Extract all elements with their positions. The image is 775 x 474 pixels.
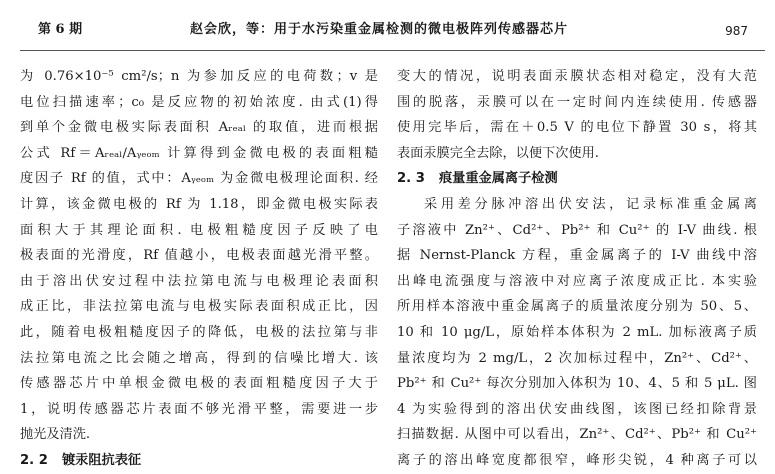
- text-line: 据 Nernst-Planck 方程，重金属离子的 I-V 曲线中溶: [397, 248, 757, 264]
- text-line: 变大的情况，说明表面汞膜状态相对稳定，没有大范: [397, 69, 757, 84]
- issue-number: 第 6 期: [38, 22, 83, 37]
- text-line: 表面汞膜完全去除，以便下次使用.: [397, 145, 600, 161]
- text-line: 所用样本溶液中重金属离子的质量浓度分别为 50、5、: [397, 299, 757, 315]
- section-heading-2-2: [20, 448, 378, 474]
- text-line: 到单个金微电极实际表面积 Aᵣₑₐₗ 的取值，进而根据: [20, 120, 378, 136]
- text-line: 离子的溶出峰宽度都很窄，峰形尖锐，4 种离子可以: [397, 452, 757, 468]
- text-line: 10 和 10 μg/L，原始样本体积为 2 mL. 加标液离子质: [397, 324, 757, 340]
- text-line: 此，随着电极粗糙度因子的降低，电极的法拉第与非: [20, 324, 378, 340]
- text-line: 法拉第电流之比会随之增高，得到的信噪比增大. 该: [20, 350, 378, 366]
- section-number: 2. 3: [397, 171, 425, 187]
- text-line: 成正比，非法拉第电流与电极实际表面积成正比，因: [20, 299, 378, 315]
- text-line: 子溶液中 Zn²⁺、Cd²⁺、Pb²⁺ 和 Cu²⁺ 的 I-V 曲线. 根: [397, 222, 757, 238]
- text-line: 公式 Rf＝Aᵣₑₐₗ/Aᵧₑₒₘ 计算得到金微电极的表面粗糙: [20, 145, 378, 161]
- text-line: 采用差分脉冲溶出伏安法，记录标准重金属离: [424, 196, 757, 212]
- text-line: 极表面的光滑度，Rf 值越小，电极表面越光滑平整。: [20, 248, 378, 264]
- page-number: 987: [725, 24, 748, 38]
- text-line: 为 0.76×10⁻⁵ cm²/s；n 为参加反应的电荷数；v 是: [20, 69, 378, 84]
- text-line: 电位扫描速率；c₀ 是反应物的初始浓度. 由式(1)得: [20, 94, 378, 110]
- text-line: 计算，该金微电极的 Rf 为 1.18，即金微电极实际表: [20, 196, 378, 212]
- left-column: [20, 64, 378, 474]
- text-line: 量浓度均为 2 mg/L，2 次加标过程中，Zn²⁺、Cd²⁺、: [397, 350, 757, 366]
- text-line: 出峰电流强度与溶液中对应离子浓度成正比. 本实验: [397, 273, 757, 289]
- running-title: 赵会欣，等：用于水污染重金属检测的微电极阵列传感器芯片: [190, 22, 569, 37]
- text-line: 面积大于其理论面积. 电极粗糙度因子反映了电: [20, 222, 378, 238]
- text-line: 由于溶出伏安过程中法拉第电流与电极理论表面积: [20, 273, 378, 289]
- section-heading-2-3: [397, 166, 757, 192]
- text-line: 抛光及清洗.: [20, 427, 91, 443]
- section-title: 镀汞阻抗表征: [61, 452, 142, 468]
- text-line: 围的脱落，汞膜可以在一定时间内连续使用. 传感器: [397, 94, 757, 110]
- page-header: [20, 0, 760, 48]
- text-line: 1，说明传感器芯片表面不够光滑平整，需要进一步: [20, 401, 378, 417]
- text-line: 4 为实验得到的溶出伏安曲线图，该图已经扣除背景: [397, 401, 757, 417]
- right-column: [397, 64, 757, 474]
- text-line: 传感器芯片中单根金微电极的表面粗糙度因子大于: [20, 376, 378, 392]
- text-line: Pb²⁺ 和 Cu²⁺ 每次分别加入体积为 10、4、5 和 5 μL. 图: [397, 376, 757, 392]
- header-rule: [20, 50, 765, 51]
- section-number: 2. 2: [20, 452, 48, 468]
- text-line: 度因子 Rf 的值，式中：Aᵧₑₒₘ 为金微电极理论面积. 经: [20, 171, 378, 187]
- text-line: 扫描数据. 从图中可以看出，Zn²⁺、Cd²⁺、Pb²⁺ 和 Cu²⁺: [397, 427, 757, 443]
- text-line: 使用完毕后，需在＋0.5 V 的电位下静置 30 s，将其: [397, 120, 757, 136]
- section-title: 痕量重金属离子检测: [438, 171, 558, 187]
